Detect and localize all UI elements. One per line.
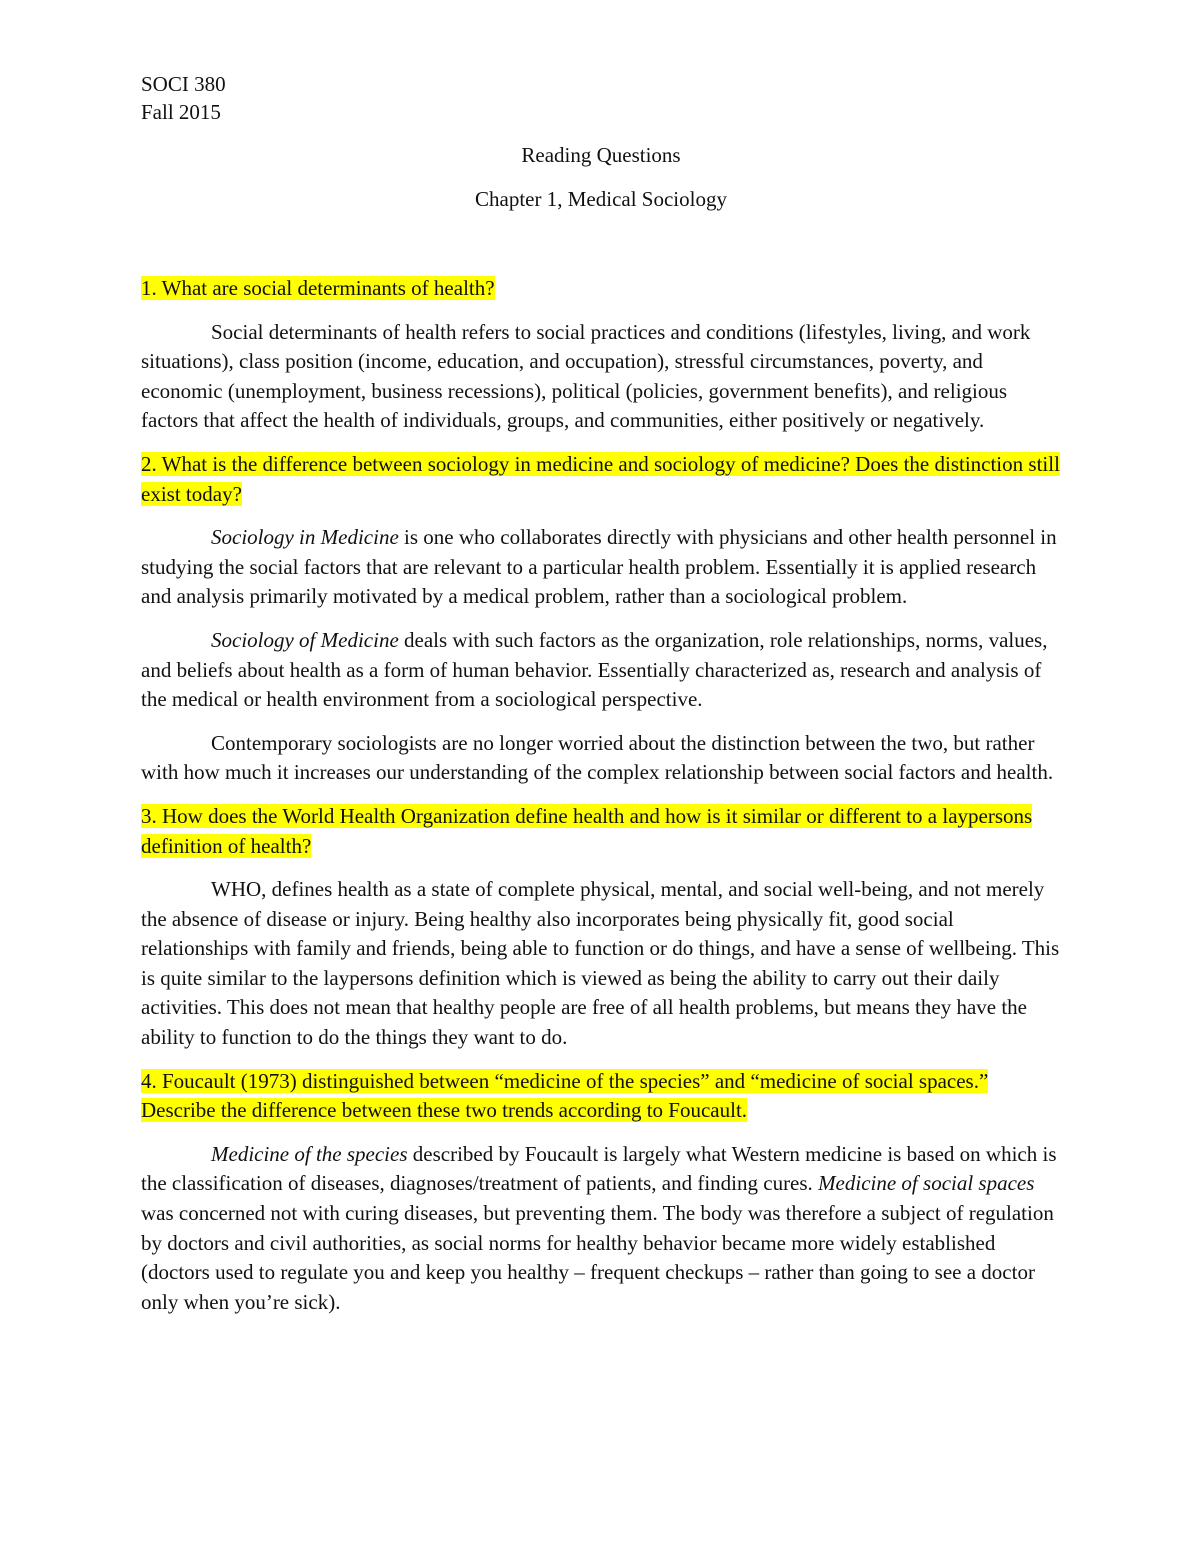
question-3 [141, 802, 1061, 861]
answer-1-paragraph-1-text: Social determinants of health refers to social practices and conditions (lifestyles, living, and work situations), class position (income, education, and occupation), stressful circumstances, poverty, and economic (unemployment, business recessions), political (policies, government benefits), and religious factors that affect the health of individuals, groups, and communities, either positively or negatively. [141, 319, 1031, 433]
answer-3-paragraph-1-text: WHO, defines health as a state of complete physical, mental, and social well-being, and not merely the absence of disease or injury. Being healthy also incorporates being physically fit, good social relationships with family and friends, being able to function or do things, and have a sense of wellbeing. This is quite similar to the laypersons definition which is viewed as being the ability to carry out their daily activities. This does not mean that healthy people are free of all health problems, but means they have the ability to function to do the things they want to do. [141, 877, 1060, 1050]
answer-4-text-social-spaces: was concerned not with curing diseases, but preventing them. The body was therefore a subject of regulation by doctors and civil authorities, as social norms for healthy behavior became more widely established (doctors used to regulate you and keep you healthy – frequent checkups – rather than going to see a doctor only when you’re sick). [141, 1201, 1054, 1314]
answer-4-paragraph-1 [141, 1140, 1061, 1318]
question-4 [141, 1067, 1061, 1126]
document-subtitle: Chapter 1, Medical Sociology [475, 187, 727, 211]
answer-4-term-species: Medicine of the species [211, 1141, 408, 1166]
question-2-text: 2. What is the difference between sociology in medicine and sociology of medicine? Does the distinction still exist today? [141, 451, 1060, 506]
answer-2-paragraph-2-term: Sociology of Medicine [211, 627, 399, 652]
answer-4-text-species: described by Foucault is largely what Western medicine is based on which is the classification of diseases, diagnoses/treatment of patients, and finding cures. [141, 1141, 1057, 1196]
answer-2-paragraph-2 [141, 626, 1061, 715]
question-4-text: 4. Foucault (1973) distinguished between “medicine of the species” and “medicine of social spaces.” Describe the difference between these two trends according to Foucault. [141, 1068, 989, 1123]
answer-2-paragraph-3 [141, 729, 1061, 788]
answer-2-paragraph-1 [141, 523, 1061, 612]
question-2 [141, 450, 1061, 509]
course-code: SOCI 380 [141, 72, 226, 96]
answer-2-paragraph-1-text: is one who collaborates directly with physicians and other health personnel in studying the social factors that are relevant to a particular health problem. Essentially it is applied research and analysis primarily motivated by a medical problem, rather than a sociological problem. [141, 525, 1057, 609]
answer-1-paragraph-1 [141, 318, 1061, 436]
answer-2-paragraph-3-text: Contemporary sociologists are no longer worried about the distinction between the two, but rather with how much it increases our understanding of the complex relationship between social factors and health. [141, 730, 1054, 785]
question-3-text: 3. How does the World Health Organization define health and how is it similar or different to a laypersons definition of health? [141, 803, 1033, 858]
answer-3-paragraph-1 [141, 875, 1061, 1053]
answer-2-paragraph-1-term: Sociology in Medicine [211, 525, 399, 550]
answer-2-paragraph-2-text: deals with such factors as the organization, role relationships, norms, values, and beliefs about health as a form of human behavior. Essentially characterized as, research and analysis of the medical or health environment from a sociological perspective. [141, 627, 1048, 712]
term: Fall 2015 [141, 100, 221, 124]
document-title: Reading Questions [521, 143, 681, 167]
answer-4-term-social-spaces: Medicine of social spaces [818, 1171, 1035, 1196]
question-1-text: 1. What are social determinants of health? [141, 276, 495, 300]
document-page [141, 70, 1061, 1317]
question-1 [141, 274, 1061, 304]
